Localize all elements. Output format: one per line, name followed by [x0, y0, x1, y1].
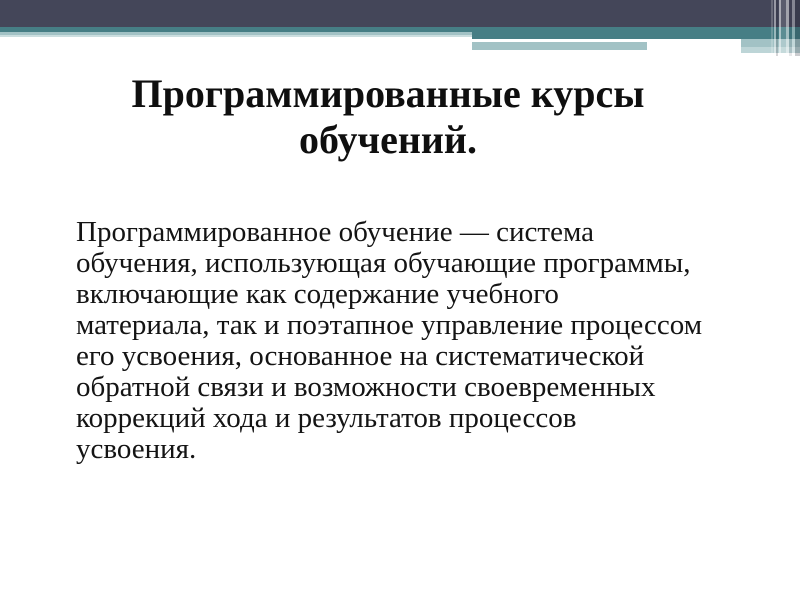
accent-stripe — [795, 0, 800, 56]
header-stripe-accent — [768, 0, 800, 56]
slide-title-line-1: Программированные курсы — [131, 71, 645, 116]
body-line-7: коррекций хода и результатов процессов — [76, 402, 577, 434]
header-decoration — [0, 0, 800, 60]
body-line-6: обратной связи и возможности своевременных — [76, 371, 656, 403]
header-pale-strip-left — [0, 35, 472, 37]
body-line-5: его усвоения, основанное на систематической — [76, 340, 645, 372]
slide-body-text — [76, 217, 756, 465]
body-line-2: обучения, использующая обучающие программы, — [76, 247, 691, 279]
slide-title-line-2: обучений. — [299, 117, 477, 162]
accent-stripe — [776, 0, 778, 56]
header-dark-bar — [0, 0, 800, 27]
header-light-band — [472, 42, 647, 50]
accent-stripe — [771, 0, 773, 56]
header-teal-bar-right — [472, 27, 800, 39]
body-line-3: включающие как содержание учебного — [76, 278, 559, 310]
body-line-1: Программированное обучение — система — [76, 216, 594, 248]
body-line-4: материала, так и поэтапное управление процессом — [76, 309, 703, 341]
body-line-8: усвоения. — [76, 433, 197, 465]
slide-title — [0, 71, 776, 163]
